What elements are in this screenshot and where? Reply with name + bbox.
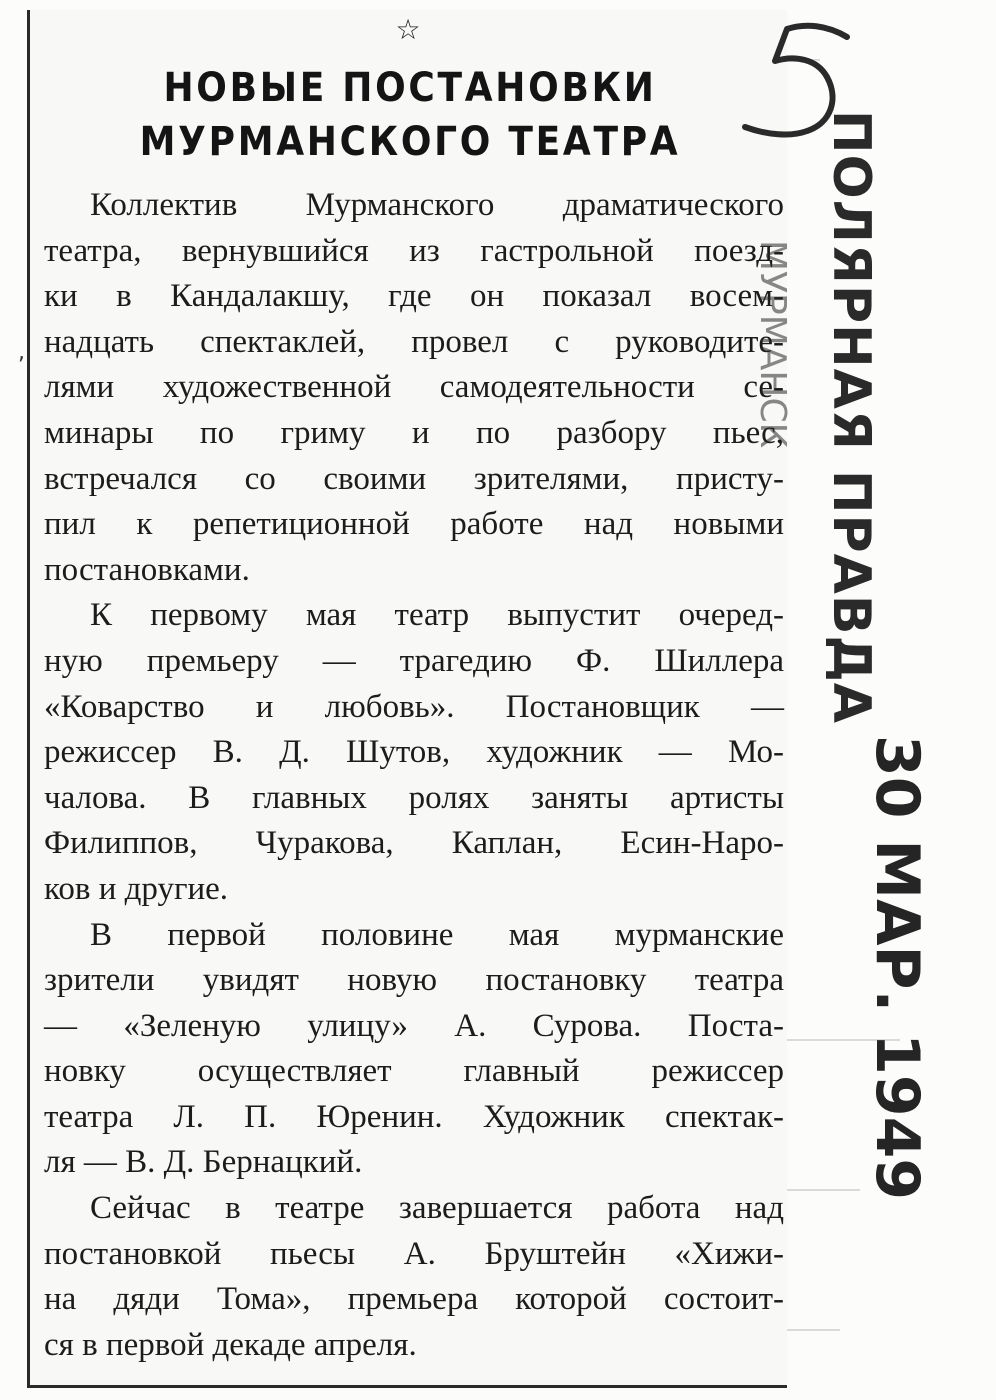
text-line: Коллектив Мурманского драматического <box>90 187 784 223</box>
text-line: постановкой пьесы А. Бруштейн «Хижи- <box>44 1235 784 1272</box>
text-line: В первой половине мая мурманские <box>90 916 784 953</box>
text-line: режиссер В. Д. Шутов, художник — Мо- <box>44 734 784 771</box>
text-line: ки в Кандалакшу, где он показал восем- <box>44 278 784 315</box>
article-body <box>44 183 784 1368</box>
paragraph-1 <box>44 183 784 593</box>
text-line: ся в первой декаде апреля. <box>44 1326 417 1363</box>
paragraph-2 <box>44 593 784 912</box>
text-line: пил к репетиционной работе над новыми <box>44 506 784 543</box>
text-line: ля — В. Д. Бернацкий. <box>44 1144 363 1181</box>
text-line: ную премьеру — трагедию Ф. Шиллера <box>44 642 784 679</box>
handwritten-number-mark <box>735 15 860 145</box>
text-line: театра, вернувшийся из гастрольной поезд- <box>44 232 784 269</box>
text-line: встречался со своими зрителями, присту- <box>44 460 784 497</box>
text-line: лями художественной самодеятельности се- <box>44 369 784 406</box>
text-line: надцать спектаклей, провел с руководите- <box>44 323 784 360</box>
star-ornament: ☆ <box>395 13 421 46</box>
text-line: Сейчас в театре завершается работа над <box>90 1190 784 1227</box>
headline-line-2: МУРМАНСКОГО ТЕАТРА <box>139 119 681 165</box>
text-line: зрители увидят новую постановку театра <box>44 962 784 999</box>
stamp-date: 30 МАР. 1949 <box>862 735 932 1201</box>
text-line: чалова. В главных ролях заняты артисты <box>44 779 784 816</box>
text-line: К первому мая театр выпустит очеред- <box>90 597 784 634</box>
paragraph-4 <box>44 1186 784 1368</box>
text-line: «Коварство и любовь». Постановщик — <box>44 688 784 725</box>
text-line: театра Л. П. Юренин. Художник спектак- <box>44 1098 784 1135</box>
stamp-newspaper-name: ПОЛЯРНАЯ ПРАВДА <box>821 110 881 725</box>
text-line: постановками. <box>44 551 250 588</box>
text-line: — «Зеленую улицу» А. Сурова. Поста- <box>44 1007 784 1044</box>
text-line: ков и другие. <box>44 870 229 907</box>
headline-line-1: НОВЫЕ ПОСТАНОВКИ <box>163 65 657 111</box>
margin-tick: , <box>18 340 25 365</box>
text-line: минары по гриму и по разбору пьес, <box>44 414 784 451</box>
text-line: новку осуществляет главный режиссер <box>44 1053 784 1090</box>
paragraph-3 <box>44 913 784 1187</box>
text-line: Филиппов, Чуракова, Каплан, Есин-Наро- <box>44 825 784 862</box>
text-line: на дяди Тома», премьера которой состоит- <box>44 1281 784 1318</box>
stamp-city: МУРМАНСК <box>752 240 793 449</box>
